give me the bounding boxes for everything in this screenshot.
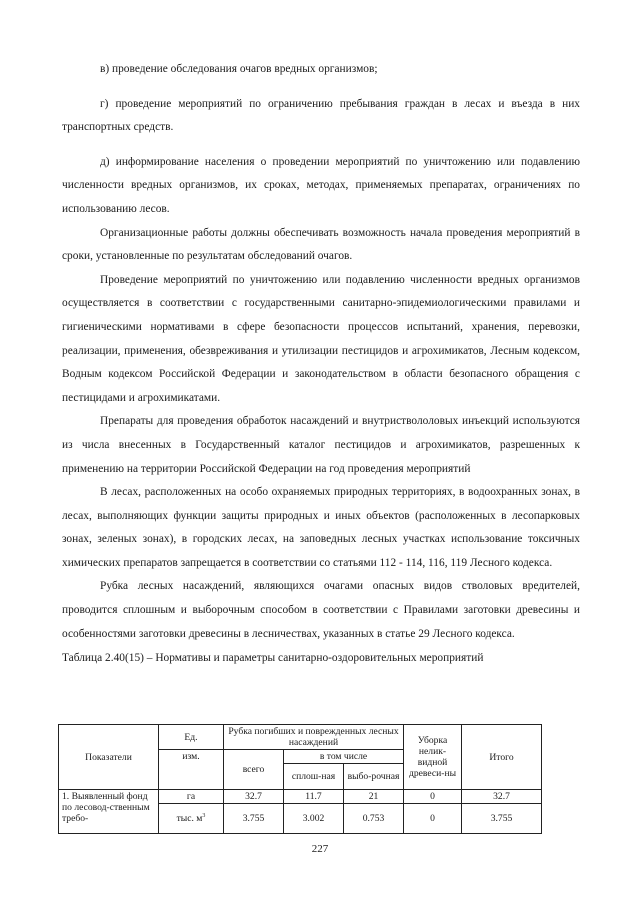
header-unit: Ед. xyxy=(159,725,224,750)
cell-total: 32.7 xyxy=(224,790,284,804)
cell-unit: тыс. $м^3$ xyxy=(159,804,224,834)
header-clear: сплош-ная xyxy=(284,764,344,790)
paragraph-protected-areas: В лесах, расположенных на особо охраняемых природных территориях, в водоохранных зонах, в лесах, выполняющих функции защиты природных и иных объектов (расположенных в лесопарковых зонах, зеленых зонах), в городских лесах, на заповедных лесных участках использование токсичных химических препаратов запрещается в соответствии со статьями 112 - 114, 116, 119 Лесного кодекса. xyxy=(62,486,580,569)
paragraph-felling: Рубка лесных насаждений, являющихся очагами опасных видов стволовых вредителей, проводится сплошным и выборочным способом в соответствии с Правилами заготовки древесины и особенностями заготовки древесины в лесничествах, указанных в статье 29 Лесного кодекса. xyxy=(62,580,580,640)
cell-sum: 32.7 xyxy=(462,790,542,804)
table-row xyxy=(59,790,542,804)
row-label: 1. Выявленный фонд по лесовод-ственным требо- xyxy=(59,790,159,834)
table-caption: Таблица 2.40(15) – Нормативы и параметры санитарно-оздоровительных мероприятий xyxy=(62,652,484,665)
cell-total: 3.755 xyxy=(224,804,284,834)
cell-clear: 11.7 xyxy=(284,790,344,804)
cell-clear: 3.002 xyxy=(284,804,344,834)
paragraph-item-g: г) проведение мероприятий по ограничению пребывания граждан в лесах и въезда в них транспортных средств. xyxy=(62,97,580,134)
cell-unit: га xyxy=(159,790,224,804)
header-felling: Рубка погибших и поврежденных лесных насаждений xyxy=(224,725,404,750)
header-cleanup: Уборка нелик-видной древеси-ны xyxy=(404,725,462,790)
header-sum: Итого xyxy=(462,725,542,790)
header-selective: выбо-рочная xyxy=(344,764,404,790)
standards-table xyxy=(58,724,542,834)
header-unit-sub: изм. xyxy=(159,750,224,790)
page-number: 227 xyxy=(311,843,329,855)
paragraph-pest-control: Проведение мероприятий по уничтожению или подавлению численности вредных организмов осуществляется в соответствии с государственными санитарно-эпидемиологическими правилами и гигиеническими нормативами в сфере безопасности процессов испытаний, хранения, перевозки, реализации, применения, обезвреживания и утилизации пестицидов и агрохимикатов, Лесным кодексом, Водным кодексом Российской Федерации и законодательством в области безопасного обращения с пестицидами и агрохимикатами. xyxy=(62,273,580,404)
header-including: в том числе xyxy=(284,750,404,764)
paragraph-organizational-works: Организационные работы должны обеспечивать возможность начала проведения мероприятий в сроки, установленные по результатам обследований очагов. xyxy=(62,226,580,263)
paragraph-item-d: д) информирование населения о проведении мероприятий по уничтожению или подавлению численности вредных организмов, их сроках, методах, применяемых препаратах, ограничениях по использованию лесов. xyxy=(62,155,580,215)
paragraph-item-v: в) проведение обследования очагов вредных организмов; xyxy=(100,63,378,75)
paragraph-preparations: Препараты для проведения обработок насаждений и внутриствололовых инъекций используются из числа внесенных в Государственный каталог пестицидов и агрохимикатов, разрешенных к применению на территории Российской Федерации на год проведения мероприятий xyxy=(62,415,580,475)
cell-selective: 0.753 xyxy=(344,804,404,834)
document-body xyxy=(62,58,580,666)
cell-cleanup: 0 xyxy=(404,804,462,834)
header-indicators: Показатели xyxy=(59,725,159,790)
cell-cleanup: 0 xyxy=(404,790,462,804)
header-total: всего xyxy=(224,750,284,790)
cell-sum: 3.755 xyxy=(462,804,542,834)
cell-selective: 21 xyxy=(344,790,404,804)
